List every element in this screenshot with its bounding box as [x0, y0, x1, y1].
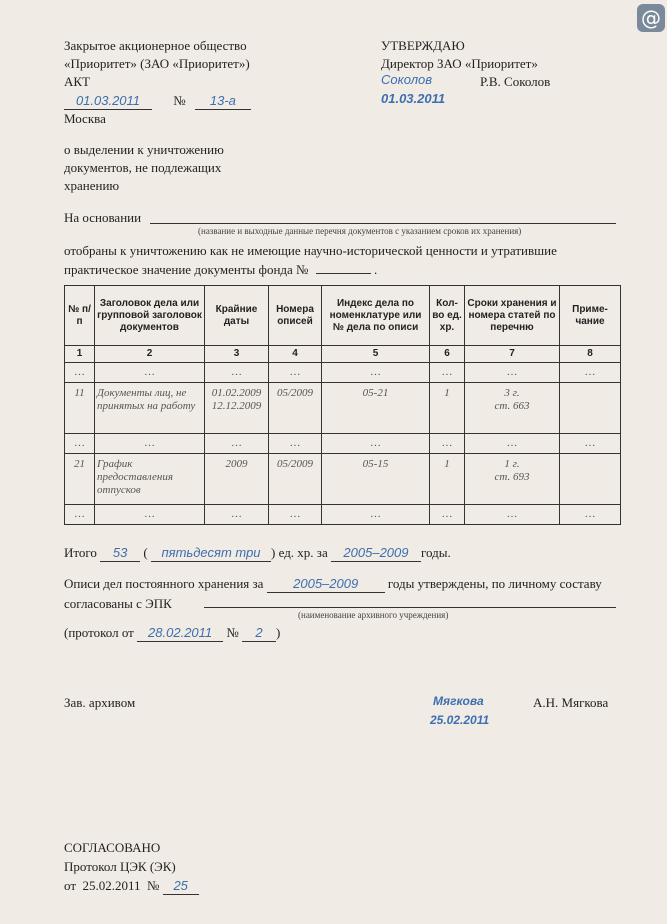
protocol-date: 28.02.2011	[137, 624, 223, 642]
row-date-start: 2009	[225, 458, 248, 470]
ellipsis-cell: …	[65, 363, 95, 383]
protocol-pre: (протокол от	[64, 625, 134, 640]
ellipsis-cell: …	[430, 363, 465, 383]
row-inventory: 05/2009	[269, 383, 322, 434]
total-words: пятьдесят три	[151, 544, 271, 562]
col-header: Крайние даты	[205, 286, 269, 346]
act-number-label: №	[173, 93, 186, 108]
agreed-title: СОГЛАСОВАНО	[64, 840, 161, 855]
row-term-article: ст. 663	[494, 400, 530, 412]
row-date-start: 01.02.2009	[211, 387, 262, 399]
basis-hint: (название и выходные данные перечня документов с указанием сроков их хранения)	[198, 226, 522, 236]
agreed-from: от 25.02.2011 №	[64, 878, 160, 893]
selected-line2-end: .	[373, 262, 378, 277]
act-title: АКТ	[64, 74, 90, 89]
director-name: Р.В. Соколов	[480, 74, 551, 89]
row-term-article: ст. 693	[494, 471, 530, 483]
row-note	[560, 454, 621, 505]
col-header: Сроки хранения и номера статей по перечню	[465, 286, 560, 346]
row-title: График предоставления отпусков	[95, 454, 205, 505]
row-inventory: 05/2009	[269, 454, 322, 505]
col-header: Индекс дела по номенклатуре или № дела по описи	[322, 286, 430, 346]
destruction-table	[64, 285, 621, 525]
col-header: Приме- чание	[560, 286, 621, 346]
epk-hint: (наименование архивного учреждения)	[298, 610, 449, 620]
row-term	[465, 454, 560, 505]
epk-line	[204, 607, 616, 608]
subject-line3: хранению	[64, 178, 120, 193]
row-dates	[205, 454, 269, 505]
row-index: 05-21	[322, 383, 430, 434]
table-header-row	[65, 286, 621, 346]
ellipsis-cell: …	[560, 434, 621, 454]
approve-date: 01.03.2011	[381, 91, 446, 106]
col-number: 6	[430, 346, 465, 363]
ellipsis-cell: …	[465, 363, 560, 383]
archive-name: А.Н. Мягкова	[533, 695, 609, 710]
selected-line2: практическое значение документы фонда №	[64, 262, 309, 277]
ellipsis-cell: …	[95, 505, 205, 525]
row-term-period: 3 г.	[504, 387, 520, 399]
row-index: 05-15	[322, 454, 430, 505]
table-number-row	[65, 346, 621, 363]
ellipsis-cell: …	[205, 363, 269, 383]
org-name-line2: «Приоритет» (ЗАО «Приоритет»)	[64, 56, 250, 71]
ellipsis-cell: …	[65, 505, 95, 525]
total-count: 53	[100, 544, 140, 562]
row-note	[560, 383, 621, 434]
col-number: 5	[322, 346, 430, 363]
selected-line1: отобраны к уничтожению как не имеющие научно-исторической ценности и утратившие	[64, 243, 557, 258]
basis-label: На основании	[64, 210, 142, 225]
act-city: Москва	[64, 111, 106, 126]
col-number: 3	[205, 346, 269, 363]
fund-number-blank	[316, 273, 371, 274]
inventory-pre: Описи дел постоянного хранения за	[64, 576, 264, 591]
row-title: Документы лиц, не принятых на работу	[95, 383, 205, 434]
col-header: Заголовок дела или групповой заголовок документов	[95, 286, 205, 346]
ellipsis-cell: …	[560, 505, 621, 525]
subject-line1: о выделении к уничтожению	[64, 142, 224, 157]
ellipsis-cell: …	[205, 505, 269, 525]
inventory-post: годы утверждены, по личному составу	[387, 576, 602, 591]
ellipsis-cell: …	[65, 434, 95, 454]
subject-line2: документов, не подлежащих	[64, 160, 222, 175]
table-row	[65, 454, 621, 505]
ellipsis-cell: …	[269, 434, 322, 454]
total-label: Итого	[64, 545, 97, 560]
ellipsis-cell: …	[322, 434, 430, 454]
protocol-close: )	[276, 625, 281, 640]
archive-signature: Мягкова	[433, 694, 484, 708]
ellipsis-cell: …	[560, 363, 621, 383]
approve-position: Директор ЗАО «Приоритет»	[381, 56, 538, 71]
col-number: 2	[95, 346, 205, 363]
table-row-ellipsis	[65, 505, 621, 525]
inventory-line1	[64, 575, 602, 593]
act-date: 01.03.2011	[64, 92, 152, 110]
row-term-period: 1 г.	[504, 458, 520, 470]
total-open: (	[143, 545, 148, 560]
total-end: годы.	[420, 545, 451, 560]
col-number: 7	[465, 346, 560, 363]
table-row-ellipsis	[65, 363, 621, 383]
agreed-protocol: Протокол ЦЭК (ЭК)	[64, 859, 176, 874]
col-header: Номера описей	[269, 286, 322, 346]
total-close: )	[271, 545, 276, 560]
protocol-num-label: №	[226, 625, 239, 640]
col-header: № п/п	[65, 286, 95, 346]
protocol-line	[64, 624, 280, 642]
col-number: 8	[560, 346, 621, 363]
col-number: 1	[65, 346, 95, 363]
total-line	[64, 544, 451, 562]
agreed-from-line	[64, 877, 199, 895]
site-logo[interactable]: @	[637, 4, 665, 32]
row-quantity: 1	[430, 454, 465, 505]
ellipsis-cell: …	[205, 434, 269, 454]
protocol-number: 2	[242, 624, 276, 642]
archive-position: Зав. архивом	[64, 695, 136, 710]
row-dates	[205, 383, 269, 434]
director-signature: Соколов	[381, 72, 433, 87]
act-number: 13-а	[195, 92, 251, 110]
approve-title: УТВЕРЖДАЮ	[381, 38, 465, 53]
ellipsis-cell: …	[430, 505, 465, 525]
table-row	[65, 383, 621, 434]
ellipsis-cell: …	[430, 434, 465, 454]
row-number: 21	[65, 454, 95, 505]
ellipsis-cell: …	[322, 363, 430, 383]
table-row-ellipsis	[65, 434, 621, 454]
inventory-line2: согласованы с ЭПК	[64, 596, 172, 611]
agreed-number: 25	[163, 877, 199, 895]
inventory-years: 2005–2009	[267, 575, 385, 593]
col-header: Кол-во ед. хр.	[430, 286, 465, 346]
row-quantity: 1	[430, 383, 465, 434]
archive-date: 25.02.2011	[430, 713, 490, 727]
total-years: 2005–2009	[331, 544, 421, 562]
total-mid: ед. хр. за	[278, 545, 328, 560]
basis-line	[150, 223, 616, 224]
ellipsis-cell: …	[95, 363, 205, 383]
col-number: 4	[269, 346, 322, 363]
ellipsis-cell: …	[269, 363, 322, 383]
ellipsis-cell: …	[465, 434, 560, 454]
row-date-end: 12.12.2009	[211, 400, 262, 412]
row-number: 11	[65, 383, 95, 434]
ellipsis-cell: …	[322, 505, 430, 525]
row-term	[465, 383, 560, 434]
ellipsis-cell: …	[465, 505, 560, 525]
ellipsis-cell: …	[95, 434, 205, 454]
ellipsis-cell: …	[269, 505, 322, 525]
org-name-line1: Закрытое акционерное общество	[64, 38, 247, 53]
